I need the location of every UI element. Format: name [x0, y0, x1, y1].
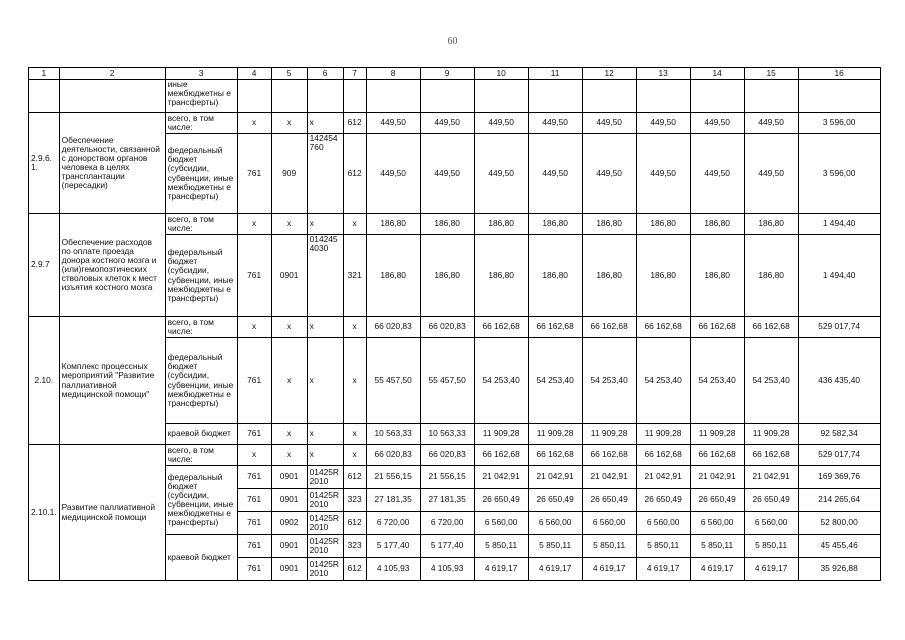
value-cell: 26 650,49	[744, 489, 798, 512]
value-cell: 323	[343, 535, 366, 558]
value-cell: 449,50	[528, 113, 582, 134]
value-cell: 4 105,93	[366, 558, 420, 581]
value-cell: 321	[343, 235, 366, 317]
row-number: 2.9.7	[29, 214, 60, 317]
value-cell: 186,80	[474, 235, 528, 317]
source-cell: всего, в том числе:	[165, 445, 237, 466]
value-cell: 449,50	[420, 134, 474, 214]
column-header: 6	[307, 68, 343, 80]
column-header: 3	[165, 68, 237, 80]
value-cell	[744, 80, 798, 113]
row-number: 2.10.1.	[29, 445, 60, 581]
value-cell: 761	[237, 558, 271, 581]
value-cell	[420, 80, 474, 113]
total-cell: 35 926,88	[798, 558, 880, 581]
value-cell: 449,50	[582, 113, 636, 134]
value-cell: 26 650,49	[474, 489, 528, 512]
value-cell: 21 042,91	[636, 466, 690, 489]
source-cell: краевой бюджет	[165, 424, 237, 445]
value-cell: 55 457,50	[366, 338, 420, 424]
value-cell: 10 563,33	[366, 424, 420, 445]
total-cell: 1 494,40	[798, 235, 880, 317]
value-cell: 01425R 2010	[307, 489, 343, 512]
column-header: 2	[59, 68, 165, 80]
value-cell: 186,80	[690, 235, 744, 317]
value-cell: 5 850,11	[636, 535, 690, 558]
value-cell: 449,50	[690, 113, 744, 134]
row-name: Развитие паллиативной медицинской помощи	[59, 445, 165, 581]
value-cell: 186,80	[744, 214, 798, 235]
value-cell	[343, 80, 366, 113]
value-cell: 21 042,91	[744, 466, 798, 489]
value-cell: 66 162,68	[690, 445, 744, 466]
value-cell	[366, 80, 420, 113]
value-cell: x	[271, 113, 307, 134]
value-cell: 6 560,00	[744, 512, 798, 535]
column-header: 15	[744, 68, 798, 80]
value-cell: 5 850,11	[582, 535, 636, 558]
value-cell: 909	[271, 134, 307, 214]
value-cell: x	[307, 317, 343, 338]
value-cell: 21 042,91	[582, 466, 636, 489]
value-cell: 66 162,68	[690, 317, 744, 338]
value-cell: 186,80	[420, 214, 474, 235]
value-cell: 66 020,83	[366, 317, 420, 338]
value-cell	[237, 80, 271, 113]
value-cell: 66 162,68	[528, 445, 582, 466]
total-cell: 169 369,76	[798, 466, 880, 489]
value-cell: 5 850,11	[474, 535, 528, 558]
source-cell: федеральный бюджет (субсидии, субвенции, иные межбюджетны е трансферты)	[165, 235, 237, 317]
table-cell	[59, 80, 165, 113]
source-cell: федеральный бюджет (субсидии, субвенции, иные межбюджетны е трансферты)	[165, 134, 237, 214]
total-cell: 436 435,40	[798, 338, 880, 424]
value-cell: 6 720,00	[420, 512, 474, 535]
value-cell: 6 560,00	[528, 512, 582, 535]
value-cell: 66 162,68	[636, 445, 690, 466]
value-cell	[690, 80, 744, 113]
value-cell: 66 162,68	[744, 317, 798, 338]
value-cell: 66 162,68	[474, 445, 528, 466]
value-cell: 612	[343, 113, 366, 134]
value-cell: 5 850,11	[690, 535, 744, 558]
value-cell: 26 650,49	[690, 489, 744, 512]
table-row	[29, 214, 881, 235]
value-cell: 11 909,28	[474, 424, 528, 445]
value-cell: 142454 760	[307, 134, 343, 214]
value-cell: 6 560,00	[474, 512, 528, 535]
value-cell: 186,80	[366, 214, 420, 235]
value-cell: 449,50	[636, 134, 690, 214]
value-cell: 21 556,15	[366, 466, 420, 489]
value-cell: 01425R 2010	[307, 558, 343, 581]
budget-table	[28, 67, 881, 581]
table-row	[29, 113, 881, 134]
value-cell: 54 253,40	[690, 338, 744, 424]
value-cell: 27 181,35	[420, 489, 474, 512]
source-cell: федеральный бюджет (субсидии, субвенции, иные межбюджетны е трансферты)	[165, 466, 237, 535]
value-cell: x	[237, 445, 271, 466]
column-header: 1	[29, 68, 60, 80]
column-header: 16	[798, 68, 880, 80]
value-cell: 449,50	[420, 113, 474, 134]
value-cell: x	[271, 445, 307, 466]
value-cell: x	[271, 338, 307, 424]
value-cell: 0901	[271, 558, 307, 581]
value-cell: x	[343, 424, 366, 445]
value-cell: 449,50	[636, 113, 690, 134]
value-cell	[636, 80, 690, 113]
value-cell: 6 560,00	[582, 512, 636, 535]
value-cell: 449,50	[744, 113, 798, 134]
value-cell: 612	[343, 512, 366, 535]
value-cell: 01425R 2010	[307, 535, 343, 558]
source-cell: всего, в том числе:	[165, 214, 237, 235]
total-cell: 1 494,40	[798, 214, 880, 235]
value-cell: 186,80	[690, 214, 744, 235]
total-cell: 529 017,74	[798, 445, 880, 466]
value-cell: x	[343, 445, 366, 466]
value-cell: 6 560,00	[690, 512, 744, 535]
column-header: 14	[690, 68, 744, 80]
value-cell	[528, 80, 582, 113]
value-cell: 11 909,28	[744, 424, 798, 445]
value-cell: x	[307, 424, 343, 445]
source-cell: всего, в том числе:	[165, 113, 237, 134]
value-cell: 761	[237, 466, 271, 489]
value-cell: 612	[343, 466, 366, 489]
value-cell: 6 560,00	[636, 512, 690, 535]
value-cell: 66 020,83	[420, 445, 474, 466]
value-cell: 5 850,11	[528, 535, 582, 558]
value-cell: 186,80	[582, 214, 636, 235]
total-cell: 3 596,00	[798, 134, 880, 214]
header-row	[29, 68, 881, 80]
value-cell: 449,50	[366, 134, 420, 214]
value-cell: x	[343, 338, 366, 424]
source-cell: иные межбюджетны е трансферты)	[165, 80, 237, 113]
value-cell: 612	[343, 134, 366, 214]
value-cell: 21 042,91	[528, 466, 582, 489]
column-header: 10	[474, 68, 528, 80]
value-cell: 54 253,40	[474, 338, 528, 424]
value-cell: 186,80	[420, 235, 474, 317]
value-cell: 26 650,49	[582, 489, 636, 512]
value-cell: 66 020,83	[366, 445, 420, 466]
total-cell: 45 455,46	[798, 535, 880, 558]
value-cell: 01425R 2010	[307, 512, 343, 535]
total-cell: 52 800,00	[798, 512, 880, 535]
total-cell: 3 596,00	[798, 113, 880, 134]
value-cell: 323	[343, 489, 366, 512]
value-cell: 5 177,40	[420, 535, 474, 558]
page-number: 60	[447, 36, 458, 47]
value-cell: 4 619,17	[528, 558, 582, 581]
row-number: 2.9.6. 1.	[29, 113, 60, 214]
value-cell: 4 105,93	[420, 558, 474, 581]
value-cell	[271, 80, 307, 113]
value-cell: x	[271, 424, 307, 445]
source-cell: всего, в том числе:	[165, 317, 237, 338]
column-header: 8	[366, 68, 420, 80]
value-cell	[582, 80, 636, 113]
value-cell: 449,50	[366, 113, 420, 134]
value-cell: x	[237, 317, 271, 338]
table-row	[29, 445, 881, 466]
value-cell: 186,80	[744, 235, 798, 317]
total-cell: 214 265,64	[798, 489, 880, 512]
value-cell: 449,50	[690, 134, 744, 214]
value-cell: 449,50	[582, 134, 636, 214]
value-cell: 6 720,00	[366, 512, 420, 535]
value-cell: 449,50	[474, 134, 528, 214]
value-cell: 761	[237, 512, 271, 535]
value-cell: 54 253,40	[582, 338, 636, 424]
value-cell: 54 253,40	[636, 338, 690, 424]
column-header: 12	[582, 68, 636, 80]
value-cell: 21 042,91	[690, 466, 744, 489]
value-cell: 761	[237, 134, 271, 214]
value-cell: 186,80	[474, 214, 528, 235]
row-name: Обеспечение деятельности, связанной с донорством органов человека в целях трансплантации (пересадки)	[59, 113, 165, 214]
total-cell: 529 017,74	[798, 317, 880, 338]
row-number: 2.10.	[29, 317, 60, 445]
value-cell: 4 619,17	[582, 558, 636, 581]
value-cell: x	[237, 113, 271, 134]
value-cell: x	[307, 214, 343, 235]
column-header: 11	[528, 68, 582, 80]
value-cell: 66 162,68	[744, 445, 798, 466]
value-cell: 186,80	[366, 235, 420, 317]
value-cell: 10 563,33	[420, 424, 474, 445]
value-cell: 4 619,17	[636, 558, 690, 581]
total-cell: 92 582,34	[798, 424, 880, 445]
column-header: 7	[343, 68, 366, 80]
value-cell: 11 909,28	[582, 424, 636, 445]
value-cell: 5 850,11	[744, 535, 798, 558]
column-header: 5	[271, 68, 307, 80]
value-cell: 27 181,35	[366, 489, 420, 512]
value-cell: x	[307, 338, 343, 424]
source-cell: краевой бюджет	[165, 535, 237, 581]
column-header: 9	[420, 68, 474, 80]
value-cell: 66 162,68	[528, 317, 582, 338]
table-row	[29, 317, 881, 338]
value-cell: 66 162,68	[636, 317, 690, 338]
value-cell: x	[343, 317, 366, 338]
value-cell: 21 556,15	[420, 466, 474, 489]
value-cell: 5 177,40	[366, 535, 420, 558]
column-header: 13	[636, 68, 690, 80]
value-cell: 66 020,83	[420, 317, 474, 338]
value-cell: 11 909,28	[636, 424, 690, 445]
value-cell: 11 909,28	[690, 424, 744, 445]
value-cell: 66 162,68	[474, 317, 528, 338]
value-cell: 449,50	[528, 134, 582, 214]
value-cell	[474, 80, 528, 113]
value-cell: x	[343, 214, 366, 235]
value-cell: 54 253,40	[528, 338, 582, 424]
value-cell: x	[237, 214, 271, 235]
value-cell: 761	[237, 535, 271, 558]
row-name: Комплекс процессных мероприятий "Развитие паллиативной медицинской помощи"	[59, 317, 165, 445]
value-cell: 761	[237, 424, 271, 445]
value-cell: 449,50	[474, 113, 528, 134]
value-cell: 0901	[271, 466, 307, 489]
value-cell: 66 162,68	[582, 317, 636, 338]
value-cell: 0901	[271, 535, 307, 558]
table-cell	[29, 80, 60, 113]
value-cell: x	[307, 445, 343, 466]
value-cell: 761	[237, 338, 271, 424]
value-cell: x	[271, 214, 307, 235]
value-cell: 761	[237, 235, 271, 317]
value-cell: 186,80	[636, 214, 690, 235]
value-cell: x	[307, 113, 343, 134]
total-cell	[798, 80, 880, 113]
table-row	[29, 80, 881, 113]
column-header: 4	[237, 68, 271, 80]
value-cell: 186,80	[582, 235, 636, 317]
value-cell: 4 619,17	[744, 558, 798, 581]
value-cell: 01425R 2010	[307, 466, 343, 489]
value-cell	[307, 80, 343, 113]
value-cell: 55 457,50	[420, 338, 474, 424]
value-cell: 0901	[271, 235, 307, 317]
value-cell: 26 650,49	[528, 489, 582, 512]
value-cell: 54 253,40	[744, 338, 798, 424]
value-cell: 186,80	[528, 235, 582, 317]
value-cell: 449,50	[744, 134, 798, 214]
value-cell: x	[271, 317, 307, 338]
value-cell: 21 042,91	[474, 466, 528, 489]
value-cell: 4 619,17	[474, 558, 528, 581]
value-cell: 186,80	[528, 214, 582, 235]
value-cell: 26 650,49	[636, 489, 690, 512]
value-cell: 014245 4030	[307, 235, 343, 317]
value-cell: 0902	[271, 512, 307, 535]
row-name: Обеспечение расходов по оплате проезда донора костного мозга и (или)гемопоэтических стволовых клеток к мест изъятия костного мозга	[59, 214, 165, 317]
value-cell: 186,80	[636, 235, 690, 317]
value-cell: 11 909,28	[528, 424, 582, 445]
value-cell: 4 619,17	[690, 558, 744, 581]
value-cell: 66 162,68	[582, 445, 636, 466]
source-cell: федеральный бюджет (субсидии, субвенции, иные межбюджетны е трансферты)	[165, 338, 237, 424]
value-cell: 761	[237, 489, 271, 512]
value-cell: 0901	[271, 489, 307, 512]
value-cell: 612	[343, 558, 366, 581]
